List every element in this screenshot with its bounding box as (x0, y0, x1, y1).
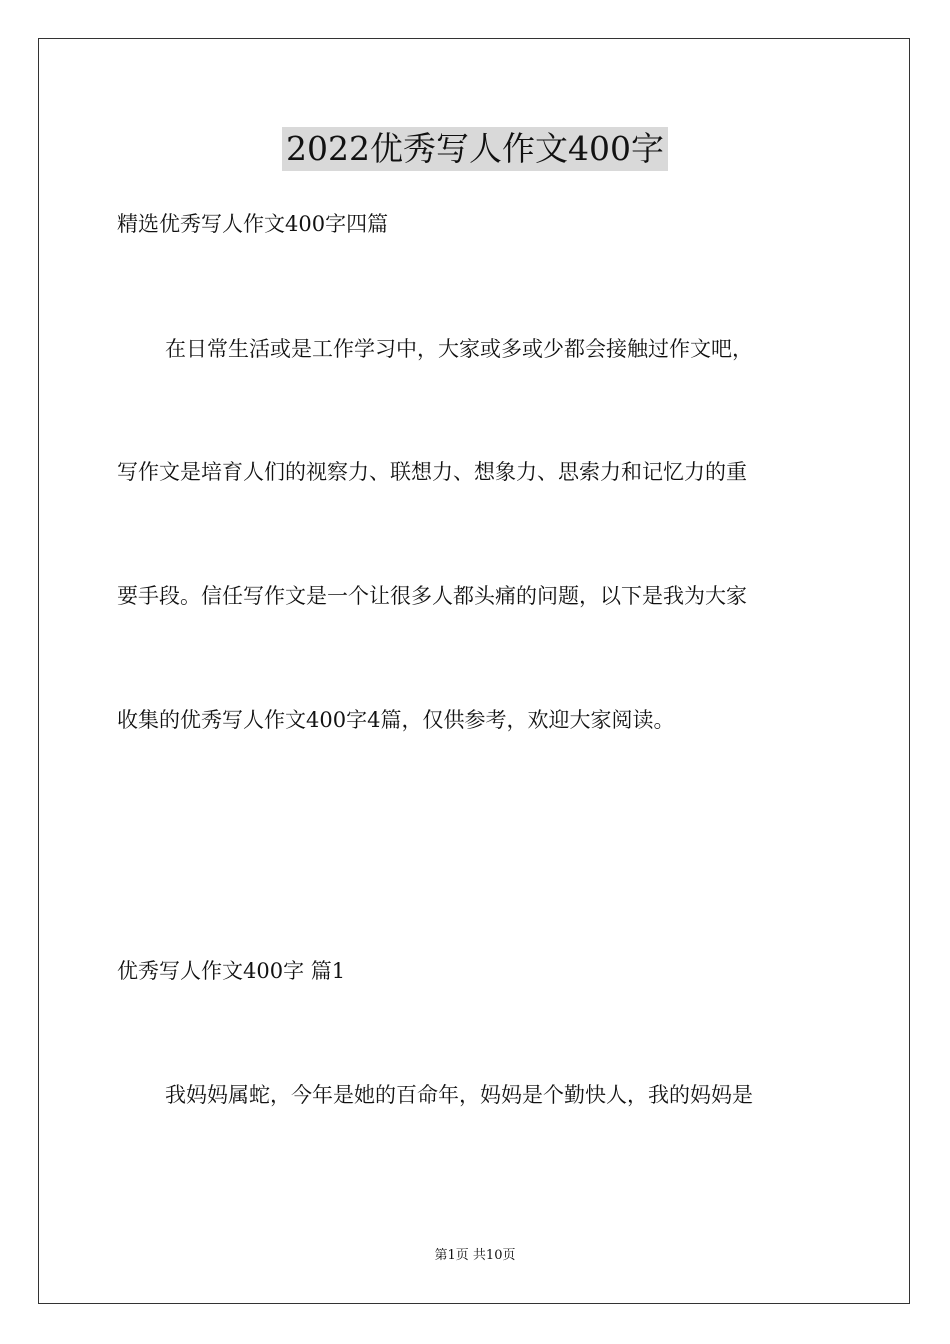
paragraph-line: 要手段。信任写作文是一个让很多人都头痛的问题，以下是我为大家 (117, 584, 747, 608)
paragraph-line: 在日常生活或是工作学习中，大家或多或少都会接触过作文吧， (165, 337, 753, 361)
document-subtitle: 精选优秀写人作文400字四篇 (117, 212, 389, 236)
paragraph-line: 写作文是培育人们的视察力、联想力、想象力、思索力和记忆力的重 (117, 460, 747, 484)
page-footer: 第1页 共10页 (434, 1248, 516, 1263)
title-container (0, 127, 950, 171)
paragraph-line: 收集的优秀写人作文400字4篇，仅供参考，欢迎大家阅读。 (117, 708, 675, 732)
section-heading: 优秀写人作文400字 篇1 (117, 959, 346, 983)
paragraph-line: 我妈妈属蛇，今年是她的百命年，妈妈是个勤快人，我的妈妈是 (165, 1083, 753, 1107)
document-title: 2022优秀写人作文400字 (282, 127, 668, 171)
